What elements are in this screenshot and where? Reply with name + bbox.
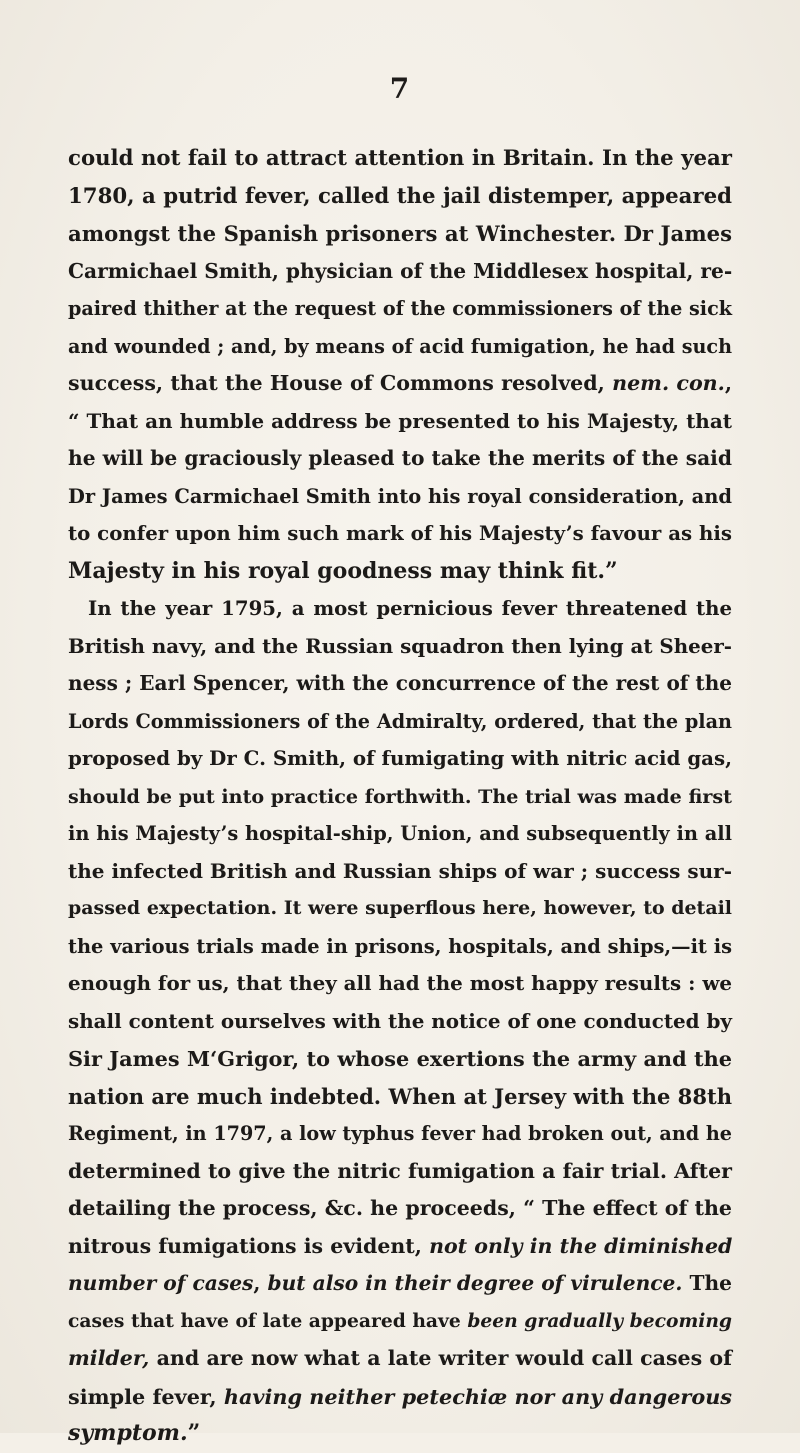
text-segment: “ That an humble address be presented to his Majesty, that [68, 408, 732, 433]
italic-text-segment: symptom. [68, 1420, 188, 1446]
text-line [68, 1153, 732, 1191]
text-segment: The [682, 1271, 732, 1295]
text-segment: enough for us, that they all had the most happy results : we [68, 971, 733, 995]
text-segment: the various trials made in prisons, hospitals, and ships,—it is [68, 934, 732, 958]
text-segment: determined to give the nitric fumigation a fair trial. After [68, 1158, 732, 1183]
text-line [68, 290, 732, 328]
italic-text-segment: but also in their degree of virulence. [267, 1271, 683, 1295]
text-segment: paired thither at the request of the commissioners of the sick [68, 297, 732, 320]
text-line [68, 1415, 732, 1453]
text-segment: ” [187, 1420, 201, 1446]
text-line [68, 515, 732, 553]
body-text [68, 140, 732, 1453]
text-line [68, 778, 732, 816]
text-line [68, 853, 732, 891]
text-segment: Dr James Carmichael Smith into his royal consideration, and [68, 484, 732, 508]
text-line [68, 440, 732, 478]
text-line [68, 928, 732, 966]
text-line [68, 890, 732, 928]
text-segment: in his Majesty’s hospital-ship, Union, and subsequently in all [68, 822, 732, 845]
text-line [68, 703, 732, 741]
text-segment: 1780, a putrid fever, called the jail distemper, appeared [68, 183, 732, 209]
text-segment: to confer upon him such mark of his Majesty’s favour as his [68, 521, 732, 545]
text-segment: the infected British and Russian ships of war ; success sur- [68, 858, 732, 883]
text-segment: nitrous fumigations is evident, [68, 1233, 430, 1258]
text-segment: passed expectation. It were superflous here, however, to detail [68, 897, 732, 919]
text-segment: , [724, 371, 732, 395]
text-segment: detailing the process, &c. he proceeds, “ The effect of the [68, 1196, 732, 1220]
text-line [68, 1003, 732, 1041]
text-segment: should be put into practice forthwith. The trial was made first [68, 784, 732, 808]
text-segment: cases that have of late appeared have [68, 1309, 468, 1332]
text-line [68, 328, 732, 366]
text-line [68, 1228, 732, 1266]
text-line [68, 1115, 732, 1153]
text-segment: , [253, 1271, 268, 1295]
text-segment: simple fever, [68, 1383, 224, 1409]
text-segment: and are now what a late writer would call cases of [149, 1346, 732, 1370]
page-number: 7 [389, 72, 411, 105]
italic-text-segment: milder, [68, 1346, 150, 1370]
text-segment: ness ; Earl Spencer, with the concurrence of the rest of the [68, 671, 732, 695]
italic-text-segment: number of cases [68, 1271, 254, 1295]
text-segment: Majesty in his royal goodness may think fit.” [68, 557, 618, 584]
text-line [68, 1190, 732, 1228]
text-segment: amongst the Spanish prisoners at Winchester. Dr James [68, 221, 732, 246]
text-segment: and wounded ; and, by means of acid fumigation, he had such [68, 334, 732, 358]
text-line [68, 590, 732, 628]
text-segment: proposed by Dr C. Smith, of fumigating with nitric acid gas, [68, 746, 732, 770]
text-line [68, 1303, 732, 1341]
text-line [68, 665, 732, 703]
text-line [68, 1078, 732, 1116]
text-line [68, 140, 732, 178]
text-line [68, 178, 732, 216]
italic-text-segment: been gradually becoming [467, 1309, 732, 1332]
text-line [68, 1265, 732, 1303]
text-line [68, 215, 732, 253]
text-line [68, 478, 732, 516]
text-segment: could not fail to attract attention in Britain. In the year [68, 146, 732, 171]
text-line [68, 740, 732, 778]
text-segment: nation are much indebted. When at Jersey with the 88th [68, 1083, 732, 1109]
text-segment: Lords Commissioners of the Admiralty, ordered, that the plan [68, 709, 732, 733]
text-line [68, 628, 732, 666]
text-segment: Carmichael Smith, physician of the Middlesex hospital, re- [68, 258, 733, 283]
text-segment: success, that the House of Commons resolved, [68, 371, 613, 395]
italic-text-segment: not only in the diminished [429, 1233, 733, 1258]
italic-text-segment: having neither petechiæ nor any dangerous [223, 1383, 732, 1409]
text-segment: In the year 1795, a most pernicious fever threatened the [88, 597, 732, 620]
text-line [68, 1040, 732, 1078]
text-line [68, 815, 732, 853]
text-line [68, 1378, 732, 1416]
text-line [68, 365, 732, 403]
text-line [68, 553, 732, 591]
text-segment: Sir James M‘Grigor, to whose exertions the army and the [68, 1046, 732, 1071]
text-segment: British navy, and the Russian squadron then lying at Sheer- [68, 633, 732, 658]
text-line [68, 253, 732, 291]
text-segment: shall content ourselves with the notice of one conducted by [68, 1008, 732, 1033]
text-line [68, 1340, 732, 1378]
text-line [68, 965, 732, 1003]
text-segment: he will be graciously pleased to take the merits of the said [68, 446, 732, 470]
text-line [68, 403, 732, 441]
italic-text-segment: nem. con. [612, 371, 725, 395]
text-segment: Regiment, in 1797, a low typhus fever had broken out, and he [68, 1122, 732, 1145]
